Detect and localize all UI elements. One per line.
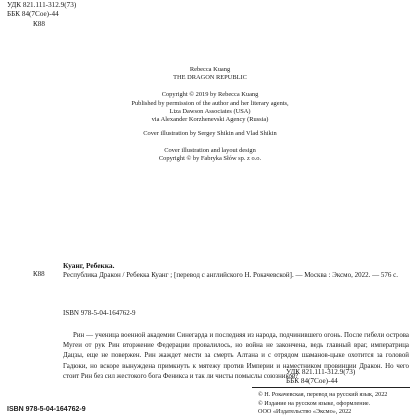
copyright-line: ООО «Издательство «Эксмо», 2022: [258, 408, 352, 416]
credit-line: Rebecca Kuang: [189, 66, 231, 73]
catalog-author-heading: Куанг, Ребекка.: [63, 261, 115, 270]
copyright-line: © Н. Рокачевская, перевод на русский язык, 2022: [258, 391, 388, 398]
catalog-description: Республика Дракон / Ребекка Куанг ; [перевод с английского Н. Рокачевской]. — Москва : Эксмо, 2022. — 576 с.: [63, 271, 398, 279]
divider-rule: [252, 387, 410, 388]
catalog-classification: [286, 368, 355, 386]
original-credits: [0, 66, 420, 125]
credit-line: [0, 138, 420, 146]
bbk-code: ББК 84(7Сое)-44: [7, 10, 59, 19]
catalog-isbn: ISBN 978-5-04-164762-9: [63, 309, 136, 317]
credit-line: Cover illustration by Sergey Shikin and Vlad Shikin: [143, 130, 277, 137]
footer-isbn: ISBN 978-5-04-164762-9: [7, 406, 86, 413]
footer-copyright: [258, 391, 387, 417]
credit-line: Cover illustration and layout design: [164, 146, 256, 154]
author-mark: К88: [33, 19, 45, 28]
cover-credits: [0, 130, 420, 164]
copyright-line: © Издание на русском языке, оформление.: [258, 399, 371, 407]
credit-line: Published by permission of the author and her literary agents,: [131, 99, 289, 107]
credit-line: Copyright © 2019 by Rebecca Kuang: [161, 91, 259, 99]
credit-line: Copyright © by Fabryka Słów sp. z o.o.: [158, 155, 262, 163]
credit-line: [0, 83, 420, 91]
udk-code: УДК 821.111-312.9(73): [7, 1, 77, 9]
credit-line: via Alexander Korzhenevski Agency (Russia): [151, 116, 269, 124]
catalog-bbk: ББК 84(7Сое)-44: [286, 377, 338, 386]
credit-line: THE DRAGON REPUBLIC: [173, 74, 247, 82]
credit-line: Liza Dawson Associates (USA): [169, 107, 251, 115]
classification-block: [7, 1, 76, 29]
catalog-annotation: Рин — ученица военной академии Синегарда и последняя из народа, подчинившего огонь. После гибели острова Мугеи от рук Рин вторжение Федерации провалилось, но война не закончена, ведь главный враг, императрица Дацзы, еще не повержен. Рин жаждет мести за смерть Алтана и с отрядом шаманов-цыке охотится за головой Гадюки, но вскоре вынуждена примкнуть к мятежу против Империи и наместником провинции Дракон. Но чего стоит Рин без сил жестокого бога Феникса и так ли чисты помыслы союзников?: [63, 332, 409, 380]
catalog-author-mark: К88: [33, 270, 45, 278]
catalog-udk: УДК 821.111-312.9(73): [286, 368, 356, 376]
